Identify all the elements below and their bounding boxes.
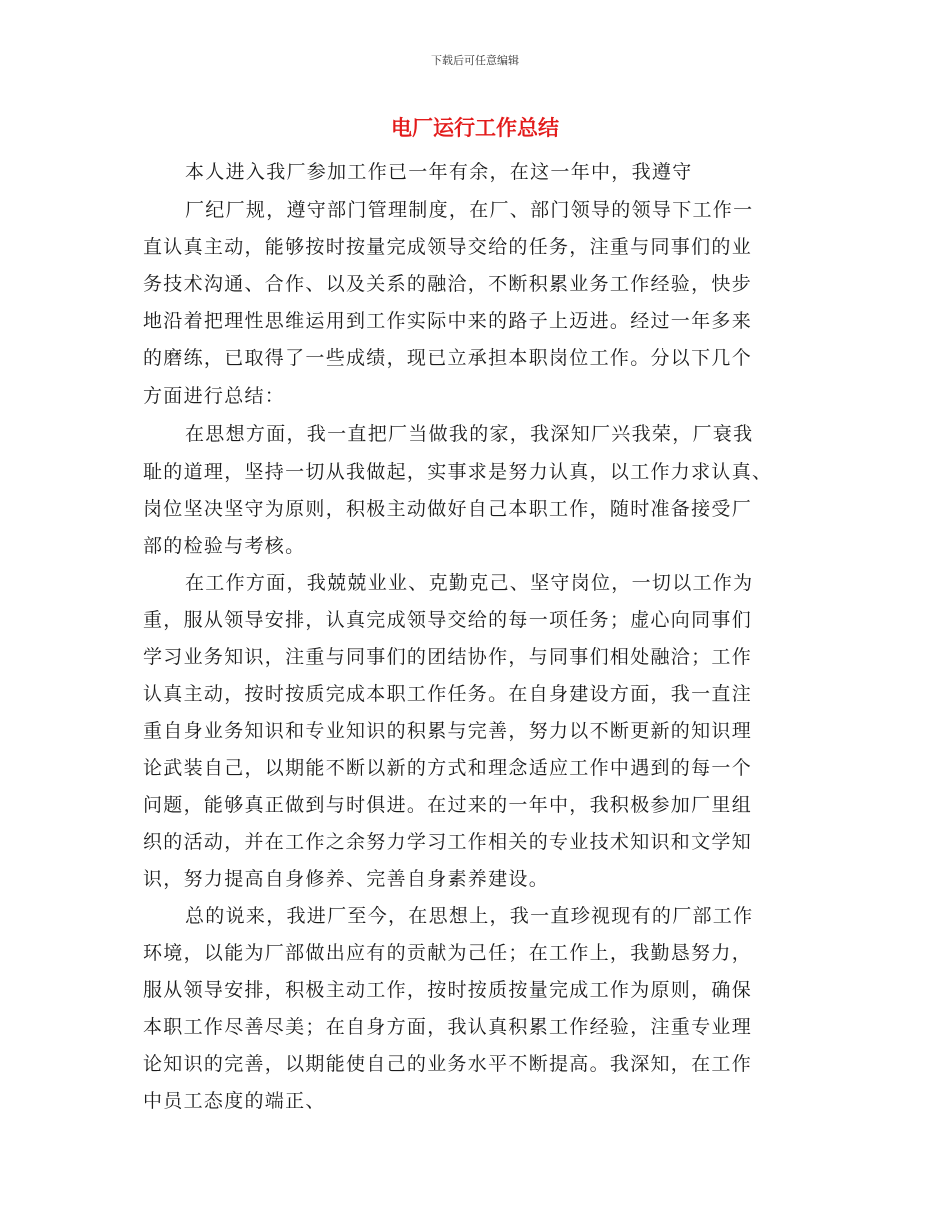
body-line: 地沿着把理性思维运用到工作实际中来的路子上迈进。经过一年多来 <box>143 310 753 332</box>
body-line: 环境，以能为厂部做出应有的贡献为己任；在工作上，我勤恳努力， <box>143 942 753 964</box>
body-line: 在思想方面，我一直把厂当做我的家，我深知厂兴我荣，厂衰我 <box>185 423 754 445</box>
body-line: 论武装自己，以期能不断以新的方式和理念适应工作中遇到的每一个 <box>143 757 753 779</box>
body-line: 重，服从领导安排，认真完成领导交给的每一项任务；虚心向同事们 <box>143 609 753 631</box>
body-line: 厂纪厂规，遵守部门管理制度，在厂、部门领导的领导下工作一 <box>185 199 754 221</box>
body-line: 织的活动，并在工作之余努力学习工作相关的专业技术知识和文学知 <box>143 831 753 853</box>
body-line: 学习业务知识，注重与同事们的团结协作，与同事们相处融洽；工作 <box>143 646 753 668</box>
body-line: 中员工态度的端正、 <box>143 1090 326 1112</box>
body-line: 在工作方面，我兢兢业业、克勤克己、坚守岗位，一切以工作为 <box>185 572 754 594</box>
body-line: 认真主动，按时按质完成本职工作任务。在自身建设方面，我一直注 <box>143 683 753 705</box>
body-line: 部的检验与考核。 <box>143 535 306 557</box>
body-line: 的磨练，已取得了一些成绩，现已立承担本职岗位工作。分以下几个 <box>143 347 753 369</box>
page-header: 下载后可任意编辑 <box>431 54 519 67</box>
body-line: 耻的道理，坚持一切从我做起，实事求是努力认真，以工作力求认真、 <box>143 461 773 483</box>
body-line: 识，努力提高自身修养、完善自身素养建设。 <box>143 868 550 890</box>
body-line: 直认真主动，能够按时按量完成领导交给的任务，注重与同事们的业 <box>143 236 753 258</box>
body-line: 方面进行总结： <box>143 385 286 407</box>
body-line: 岗位坚决坚守为原则，积极主动做好自己本职工作，随时准备接受厂 <box>143 498 753 520</box>
body-line: 本人进入我厂参加工作已一年有余，在这一年中，我遵守 <box>185 161 693 183</box>
body-line: 本职工作尽善尽美；在自身方面，我认真积累工作经验，注重专业理 <box>143 1016 753 1038</box>
body-line: 重自身业务知识和专业知识的积累与完善，努力以不断更新的知识理 <box>143 720 753 742</box>
body-line: 总的说来，我进厂至今，在思想上，我一直珍视现有的厂部工作 <box>185 905 754 927</box>
body-line: 论知识的完善，以期能使自己的业务水平不断提高。我深知，在工作 <box>143 1053 753 1075</box>
body-line: 问题，能够真正做到与时俱进。在过来的一年中，我积极参加厂里组 <box>143 794 753 816</box>
body-line: 务技术沟通、合作、以及关系的融洽，不断积累业务工作经验，快步 <box>143 273 753 295</box>
document-title: 电厂运行工作总结 <box>391 116 559 140</box>
body-line: 服从领导安排，积极主动工作，按时按质按量完成工作为原则，确保 <box>143 979 753 1001</box>
